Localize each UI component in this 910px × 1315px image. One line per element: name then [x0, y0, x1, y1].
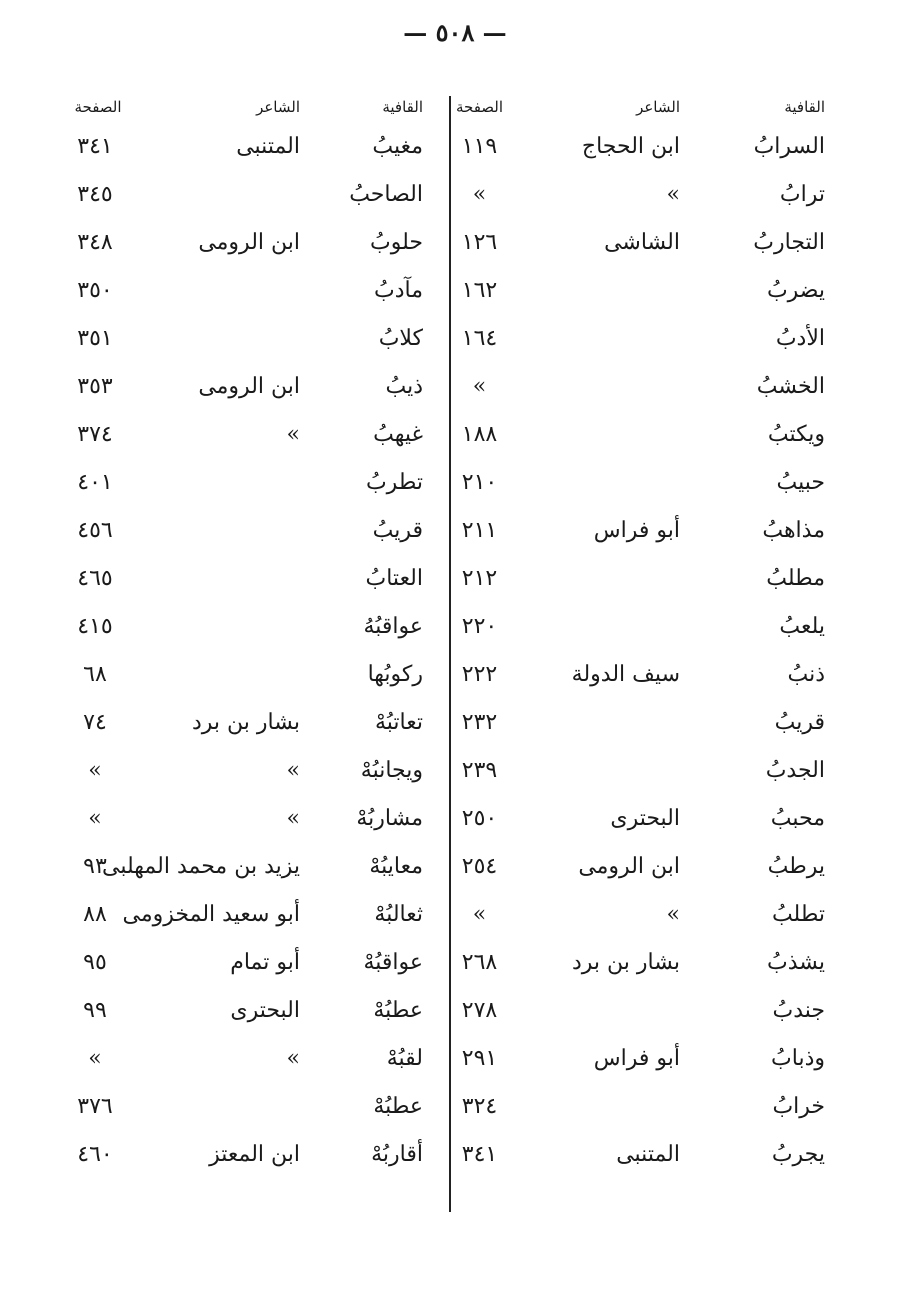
table-row	[65, 556, 825, 604]
table-row	[65, 172, 825, 220]
cell-poet-left: بشار بن برد	[192, 710, 300, 735]
cell-rhyme-right: يشذبُ	[766, 950, 825, 975]
cell-page-right: ٢٣٩	[461, 758, 498, 783]
cell-page-right: ٣٤١	[461, 1142, 498, 1167]
cell-rhyme-left: عواقبُهُ	[363, 614, 423, 639]
table-row	[65, 412, 825, 460]
cell-poet-right: »	[666, 182, 680, 207]
cell-page-left: ٤٦٥	[77, 566, 113, 591]
cell-poet-left: ابن المعتز	[209, 1142, 300, 1167]
cell-rhyme-left: تعاتبُهْ	[375, 710, 423, 735]
table-row	[65, 460, 825, 508]
cell-page-left: ٣٤١	[77, 134, 113, 159]
cell-page-right: ٢٧٨	[461, 998, 498, 1023]
cell-rhyme-left: مشاربُهْ	[356, 806, 423, 831]
table-row	[65, 124, 825, 172]
cell-page-right: ٢١١	[461, 518, 498, 543]
cell-rhyme-right: جندبُ	[772, 998, 825, 1023]
cell-rhyme-right: يضربُ	[766, 278, 825, 303]
cell-rhyme-left: عطبُهْ	[373, 1094, 423, 1119]
cell-rhyme-left: ثعالبُهْ	[374, 902, 423, 927]
cell-rhyme-left: عطبُهْ	[373, 998, 423, 1023]
cell-poet-left: »	[286, 806, 300, 831]
cell-page-left: ٣٧٤	[77, 422, 113, 447]
cell-rhyme-right: قريبُ	[774, 710, 825, 735]
table-row	[65, 796, 825, 844]
cell-rhyme-right: تطلبُ	[771, 902, 825, 927]
cell-page-right: ١٦٤	[461, 326, 498, 351]
table-row	[65, 604, 825, 652]
cell-page-left: ٤٥٦	[77, 518, 113, 543]
cell-poet-right: سيف الدولة	[571, 662, 680, 687]
table-row	[65, 700, 825, 748]
table-row	[65, 988, 825, 1036]
cell-rhyme-right: التجاربُ	[753, 230, 825, 255]
cell-rhyme-left: غيهبُ	[373, 422, 423, 447]
cell-poet-left: أبو تمام	[230, 950, 300, 975]
cell-page-right: ٢٢٠	[461, 614, 498, 639]
cell-rhyme-right: الجدبُ	[765, 758, 825, 783]
cell-page-left: ٣٥٠	[77, 278, 113, 303]
table-body	[65, 124, 825, 1180]
cell-page-left: ٣٥٣	[77, 374, 113, 399]
cell-rhyme-left: قريبُ	[372, 518, 423, 543]
cell-page-left: »	[88, 806, 102, 831]
cell-poet-right: المتنبى	[616, 1142, 680, 1167]
cell-page-left: ٣٤٨	[77, 230, 113, 255]
cell-rhyme-right: محببُ	[770, 806, 825, 831]
cell-rhyme-left: تطربُ	[365, 470, 423, 495]
cell-page-left: ٣٥١	[77, 326, 113, 351]
cell-poet-right: ابن الرومى	[578, 854, 680, 879]
cell-page-left: ٩٣	[83, 854, 107, 879]
cell-page-left: ٨٨	[83, 902, 107, 927]
cell-poet-right: »	[666, 902, 680, 927]
table-row	[65, 940, 825, 988]
cell-rhyme-right: خرابُ	[772, 1094, 825, 1119]
cell-rhyme-left: الصاحبُ	[349, 182, 423, 207]
cell-poet-right: البحترى	[610, 806, 680, 831]
table-row	[65, 364, 825, 412]
cell-poet-right: أبو فراس	[593, 518, 680, 543]
cell-page-right: ٢٩١	[461, 1046, 498, 1071]
cell-page-left: »	[88, 1046, 102, 1071]
cell-poet-right: ابن الحجاج	[581, 134, 680, 159]
cell-page-right: ١٢٦	[461, 230, 498, 255]
cell-page-left: ٣٤٥	[77, 182, 113, 207]
cell-poet-left: »	[286, 758, 300, 783]
cell-page-left: ٧٤	[83, 710, 107, 735]
cell-rhyme-right: الأدبُ	[775, 326, 825, 351]
cell-rhyme-left: العتابُ	[365, 566, 423, 591]
header-rhyme-left: القافية	[382, 98, 423, 116]
cell-poet-left: ابن الرومى	[198, 374, 300, 399]
cell-rhyme-left: حلوبُ	[370, 230, 423, 255]
cell-page-left: ٣٧٦	[77, 1094, 113, 1119]
cell-rhyme-left: ويجانبُهْ	[360, 758, 423, 783]
cell-page-left: ٤٠١	[77, 470, 113, 495]
header-poet-right: الشاعر	[636, 98, 680, 116]
cell-rhyme-left: لقبُهْ	[386, 1046, 423, 1071]
table-row	[65, 1036, 825, 1084]
cell-rhyme-right: يرطبُ	[767, 854, 825, 879]
cell-page-right: ٢٣٢	[461, 710, 498, 735]
cell-rhyme-left: معايبُهْ	[369, 854, 423, 879]
table-row	[65, 1084, 825, 1132]
cell-page-left: ٦٨	[83, 662, 107, 687]
page-number: — ٥٠٨ —	[403, 18, 507, 47]
cell-poet-left: »	[286, 422, 300, 447]
cell-rhyme-right: السرابُ	[753, 134, 825, 159]
cell-page-right: »	[472, 182, 487, 207]
table-row	[65, 508, 825, 556]
cell-rhyme-right: حبيبُ	[776, 470, 825, 495]
cell-page-right: ٢١٠	[461, 470, 498, 495]
cell-rhyme-right: الخشبُ	[756, 374, 825, 399]
header-rhyme-right: القافية	[784, 98, 825, 116]
table-row	[65, 1132, 825, 1180]
header-page-left: الصفحة	[74, 98, 122, 116]
cell-poet-left: ابن الرومى	[198, 230, 300, 255]
cell-page-left: ٤٦٠	[77, 1142, 113, 1167]
header-poet-left: الشاعر	[256, 98, 300, 116]
cell-page-left: ٤١٥	[77, 614, 113, 639]
table-row	[65, 316, 825, 364]
cell-rhyme-left: عواقبُهْ	[363, 950, 423, 975]
cell-poet-left: يزيد بن محمد المهلبى	[102, 854, 300, 879]
cell-rhyme-right: ويكتبُ	[767, 422, 825, 447]
cell-page-right: ٣٢٤	[461, 1094, 498, 1119]
cell-poet-right: بشار بن برد	[572, 950, 680, 975]
table-row	[65, 892, 825, 940]
cell-rhyme-right: ذنبُ	[787, 662, 825, 687]
cell-poet-left: البحترى	[230, 998, 300, 1023]
cell-rhyme-right: مطلبُ	[766, 566, 825, 591]
cell-page-right: ١٨٨	[461, 422, 498, 447]
cell-page-right: ١١٩	[461, 134, 498, 159]
table-row	[65, 220, 825, 268]
table-row	[65, 748, 825, 796]
index-table	[65, 96, 825, 1180]
cell-page-right: »	[472, 374, 487, 399]
cell-page-right: ٢٦٨	[461, 950, 498, 975]
table-row	[65, 844, 825, 892]
cell-rhyme-right: يجربُ	[771, 1142, 825, 1167]
cell-poet-left: المتنبى	[236, 134, 300, 159]
cell-rhyme-left: ركوبُها	[367, 662, 423, 687]
cell-page-right: ٢٢٢	[461, 662, 498, 687]
cell-page-right: »	[472, 902, 487, 927]
cell-rhyme-left: أقاربُهْ	[371, 1142, 423, 1167]
header-row	[65, 96, 825, 124]
cell-page-left: ٩٩	[83, 998, 107, 1023]
cell-poet-left: أبو سعيد المخزومى	[122, 902, 300, 927]
cell-page-right: ٢٥٠	[461, 806, 498, 831]
cell-rhyme-left: مغيبُ	[372, 134, 423, 159]
cell-poet-right: الشاشى	[604, 230, 680, 255]
cell-page-left: »	[88, 758, 102, 783]
cell-rhyme-left: ذيبُ	[385, 374, 423, 399]
cell-rhyme-left: كلابُ	[378, 326, 423, 351]
cell-poet-right: أبو فراس	[593, 1046, 680, 1071]
cell-rhyme-right: ترابُ	[779, 182, 825, 207]
cell-poet-left: »	[286, 1046, 300, 1071]
table-row	[65, 652, 825, 700]
cell-rhyme-right: مذاهبُ	[762, 518, 825, 543]
header-page-right: الصفحة	[455, 98, 504, 116]
cell-page-right: ٢٥٤	[461, 854, 498, 879]
cell-page-right: ١٦٢	[461, 278, 498, 303]
cell-rhyme-left: مآدبُ	[374, 278, 423, 303]
cell-rhyme-right: يلعبُ	[779, 614, 825, 639]
cell-rhyme-right: وذبابُ	[771, 1046, 825, 1071]
table-row	[65, 268, 825, 316]
cell-page-left: ٩٥	[83, 950, 107, 975]
cell-page-right: ٢١٢	[461, 566, 498, 591]
